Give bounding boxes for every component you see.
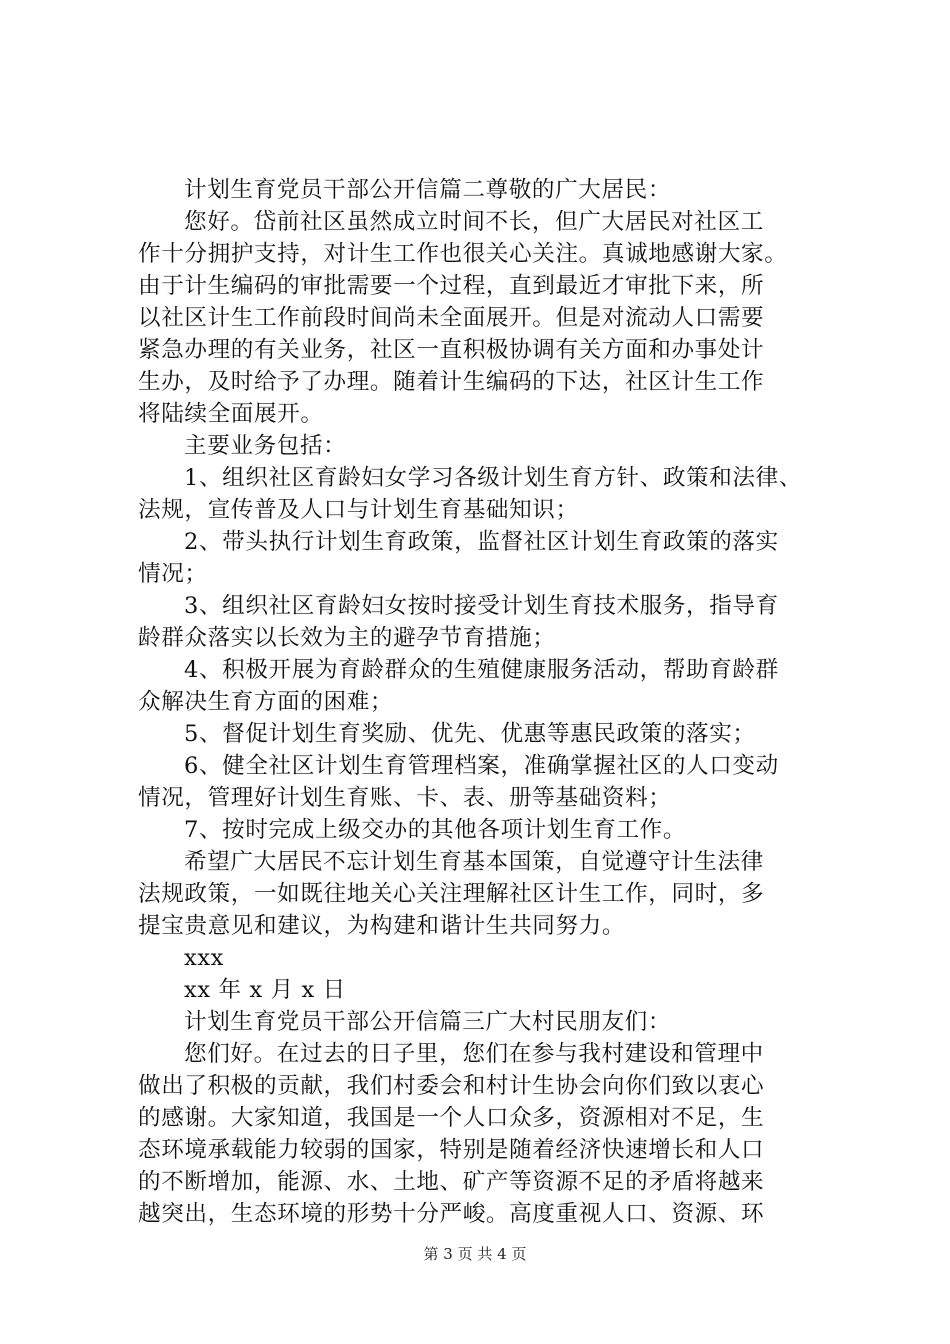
text-line: 作十分拥护支持，对计生工作也很关心关注。真诚地感谢大家。: [138, 241, 788, 267]
text-line: 生办，及时给予了办理。随着计生编码的下达，社区计生工作: [138, 369, 765, 395]
text-line: 以社区计生工作前段时间尚未全面展开。但是对流动人口需要: [138, 305, 765, 331]
text-line: 1、组织社区育龄妇女学习各级计划生育方针、政策和法律、: [184, 465, 803, 491]
text-line: 态环境承载能力较弱的国家，特别是随着经济快速增长和人口: [138, 1137, 765, 1163]
text-line: 3、组织社区育龄妇女按时接受计划生育技术服务，指导育: [184, 593, 779, 619]
text-line: 龄群众落实以长效为主的避孕节育措施；: [138, 625, 556, 651]
document-body: [138, 174, 828, 1230]
text-line: 做出了积极的贡献，我们村委会和村计生协会向你们致以衷心: [138, 1073, 765, 1099]
page-footer: 第 3 页 共 4 页: [423, 1245, 527, 1263]
text-line: 主要业务包括：: [184, 433, 347, 459]
text-line: 您们好。在过去的日子里，您们在参与我村建设和管理中: [184, 1041, 764, 1067]
text-line: 5、督促计划生育奖励、优先、优惠等惠民政策的落实；: [184, 721, 756, 747]
text-line: xx 年 x 月 x 日: [184, 977, 346, 1003]
text-line: 您好。岱前社区虽然成立时间不长，但广大居民对社区工: [184, 209, 764, 235]
text-line: 由于计生编码的审批需要一个过程，直到最近才审批下来，所: [138, 273, 765, 299]
text-line: 希望广大居民不忘计划生育基本国策，自觉遵守计生法律: [184, 849, 764, 875]
text-line: 越突出，生态环境的形势十分严峻。高度重视人口、资源、环: [138, 1201, 765, 1227]
text-line: 将陆续全面展开。: [138, 401, 324, 427]
text-line: 计划生育党员干部公开信篇二尊敬的广大居民：: [184, 177, 672, 203]
text-line: 法规，宣传普及人口与计划生育基础知识；: [138, 497, 579, 523]
text-line: 众解决生育方面的困难；: [138, 689, 394, 715]
text-line: 法规政策，一如既往地关心关注理解社区计生工作，同时，多: [138, 881, 765, 907]
text-line: 7、按时完成上级交办的其他各项计划生育工作。: [184, 817, 687, 843]
text-line: 6、健全社区计划生育管理档案，准确掌握社区的人口变动: [184, 753, 779, 779]
text-line: 紧急办理的有关业务，社区一直积极协调有关方面和办事处计: [138, 337, 765, 363]
text-line: 的感谢。大家知道，我国是一个人口众多，资源相对不足，生: [138, 1105, 765, 1131]
text-line: 4、积极开展为育龄群众的生殖健康服务活动，帮助育龄群: [184, 657, 779, 683]
text-line: 计划生育党员干部公开信篇三广大村民朋友们：: [184, 1009, 672, 1035]
text-line: 情况，管理好计划生育账、卡、表、册等基础资料；: [138, 785, 672, 811]
text-line: xxx: [184, 945, 225, 971]
text-line: 情况；: [138, 561, 208, 587]
text-line: 2、带头执行计划生育政策，监督社区计划生育政策的落实: [184, 529, 779, 555]
text-line: 提宝贵意见和建议，为构建和谐计生共同努力。: [138, 913, 626, 939]
text-line: 的不断增加，能源、水、土地、矿产等资源不足的矛盾将越来: [138, 1169, 765, 1195]
